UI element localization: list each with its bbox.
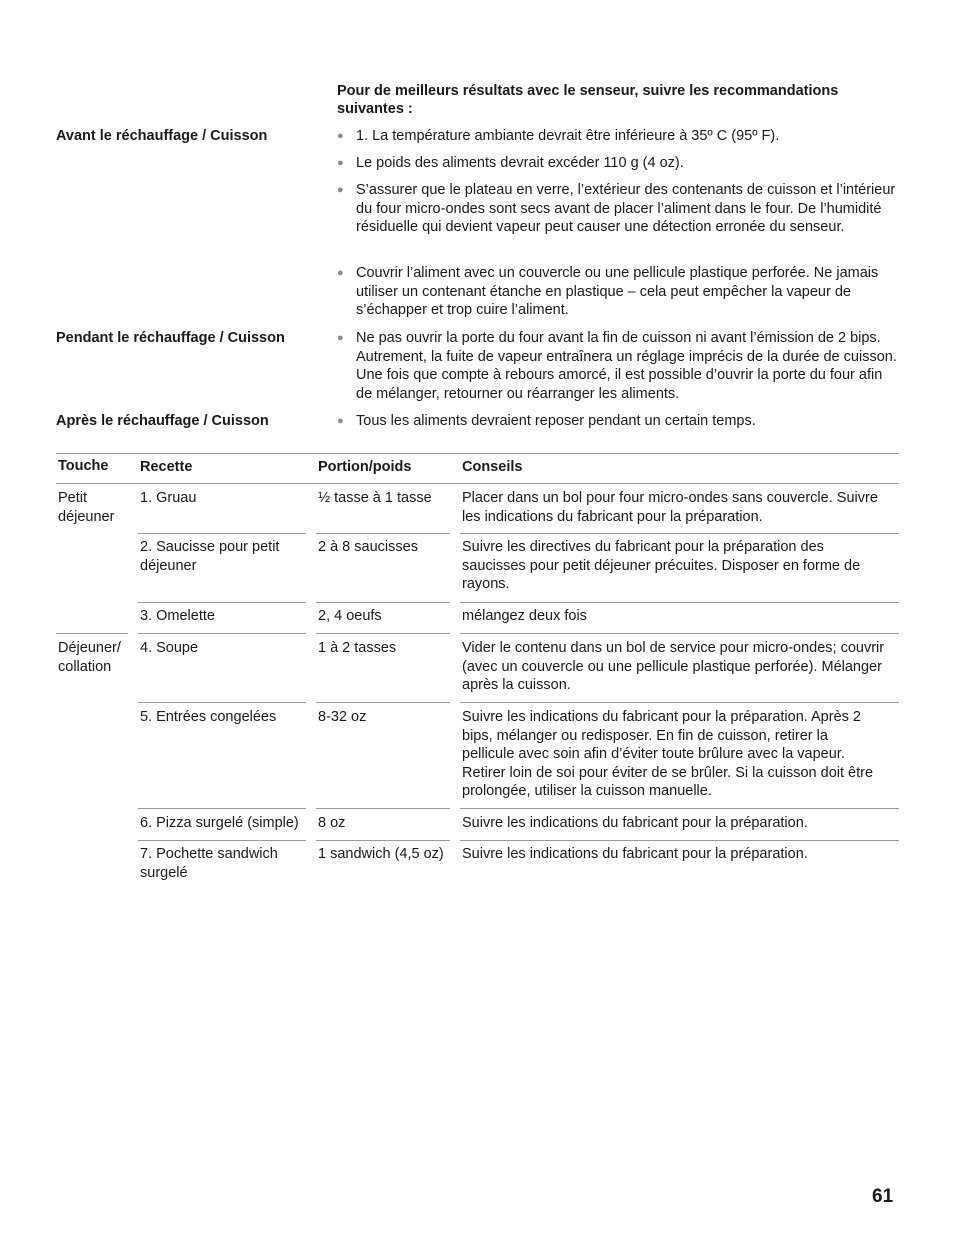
row-rule [316, 702, 450, 703]
portion-cell: 2, 4 oeufs [318, 608, 382, 624]
recipe-cell: 6. Pizza surgelé (simple) [140, 815, 299, 831]
tips-cell: Suivre les indications du fabricant pour la préparation. [462, 846, 808, 862]
bullet-icon: ● [337, 157, 344, 169]
group-rule [56, 633, 128, 634]
recipe-cell: 3. Omelette [140, 608, 215, 624]
row-rule [316, 602, 450, 603]
row-rule [138, 808, 306, 809]
tips-cell: Suivre les indications du fabricant pour la préparation. Après 2 bips, mélanger ou redisposer. En fin de cuisson, retirer la pellicule avec soin afin d’éviter toute brûlure avec la vapeur. Retirer loin de soi pour éviter de se brûler. Si la cuisson doit être prolongée, utiliser la cuisson manuelle. [462, 709, 874, 799]
row-rule [460, 702, 899, 703]
row-rule [138, 533, 306, 534]
table-top-rule [56, 453, 899, 454]
header-portion: Portion/poids [318, 459, 412, 475]
bullet-text: S’assurer que le plateau en verre, l’extérieur des contenants de cuisson et l’intérieur du four micro-ondes sont secs avant de placer l’aliment dans le four. De l’humidité résiduelle qui devient vapeur peut causer une détection erronée du senseur. [356, 182, 896, 235]
bullet-item [337, 181, 899, 237]
bullet-item [337, 329, 899, 403]
row-rule [460, 840, 899, 841]
recipe-cell: 7. Pochette sandwich surgelé [140, 846, 278, 881]
section-label-after: Après le réchauffage / Cuisson [56, 413, 269, 429]
row-rule [138, 702, 306, 703]
bullet-text: 1. La température ambiante devrait être inférieure à 35º C (95º F). [356, 128, 780, 144]
tips-cell: Suivre les indications du fabricant pour la préparation. [462, 815, 808, 831]
page-number: 61 [872, 1186, 894, 1207]
recipe-cell: 5. Entrées congelées [140, 709, 277, 725]
row-rule [316, 633, 450, 634]
section-label-before: Avant le réchauffage / Cuisson [56, 128, 268, 144]
tips-cell: mélangez deux fois [462, 608, 587, 624]
bullet-text: Couvrir l’aliment avec un couvercle ou une pellicule plastique perforée. Ne jamais utiliser un contenant étanche en plastique – cela peut empêcher la vapeur de s’échapper et trop cuire l’aliment. [356, 265, 879, 318]
section-label-during: Pendant le réchauffage / Cuisson [56, 330, 285, 346]
bullet-item [337, 412, 899, 431]
bullet-text: Tous les aliments devraient reposer pendant un certain temps. [356, 413, 756, 429]
row-rule [460, 602, 899, 603]
portion-cell: 2 à 8 saucisses [318, 539, 418, 555]
row-rule [316, 840, 450, 841]
table-key-cell: Déjeuner/ collation [58, 640, 121, 675]
row-rule [460, 633, 899, 634]
row-rule [138, 602, 306, 603]
tips-cell: Placer dans un bol pour four micro-ondes sans couvercle. Suivre les indications du fabricant pour la préparation. [462, 490, 878, 525]
row-rule [316, 808, 450, 809]
row-rule [460, 533, 899, 534]
bullet-item [337, 264, 899, 320]
header-key: Touche [58, 458, 109, 474]
portion-cell: 8 oz [318, 815, 346, 831]
header-recipe: Recette [140, 459, 193, 475]
bullet-item [337, 127, 899, 146]
table-header-rule [56, 483, 899, 484]
bullet-text: Ne pas ouvrir la porte du four avant la fin de cuisson ni avant l’émission de 2 bips. Autrement, la fuite de vapeur entraînera un réglage imprécis de la durée de cuisson. Une fois que compte à rebours amorcé, il est possible d’ouvrir la porte du four afin de mélanger, retourner ou réarranger les aliments. [356, 330, 897, 402]
portion-cell: ½ tasse à 1 tasse [318, 490, 432, 506]
bullet-text: Le poids des aliments devrait excéder 110 g (4 oz). [356, 155, 684, 171]
bullet-item [337, 154, 899, 173]
recipe-cell: 2. Saucisse pour petit déjeuner [140, 539, 280, 574]
bullet-icon: ● [337, 267, 344, 279]
bullet-icon: ● [337, 184, 344, 196]
intro-heading: Pour de meilleurs résultats avec le senseur, suivre les recommandations suivantes : [337, 83, 839, 117]
bullet-icon: ● [337, 415, 344, 427]
row-rule [138, 633, 306, 634]
row-rule [460, 808, 899, 809]
tips-cell: Suivre les directives du fabricant pour la préparation des saucisses pour petit déjeuner précuites. Disposer en forme de rayons. [462, 539, 861, 592]
row-rule [316, 533, 450, 534]
portion-cell: 8-32 oz [318, 709, 367, 725]
row-rule [138, 840, 306, 841]
portion-cell: 1 sandwich (4,5 oz) [318, 846, 444, 862]
portion-cell: 1 à 2 tasses [318, 640, 397, 656]
bullet-icon: ● [337, 332, 344, 344]
bullet-icon: ● [337, 130, 344, 142]
recipe-cell: 1. Gruau [140, 490, 197, 506]
table-key-cell: Petit déjeuner [58, 490, 115, 525]
header-tips: Conseils [462, 459, 523, 475]
tips-cell: Vider le contenu dans un bol de service pour micro-ondes; couvrir (avec un couvercle ou une pellicule plastique perforée). Mélanger après la cuisson. [462, 640, 885, 693]
recipe-cell: 4. Soupe [140, 640, 199, 656]
